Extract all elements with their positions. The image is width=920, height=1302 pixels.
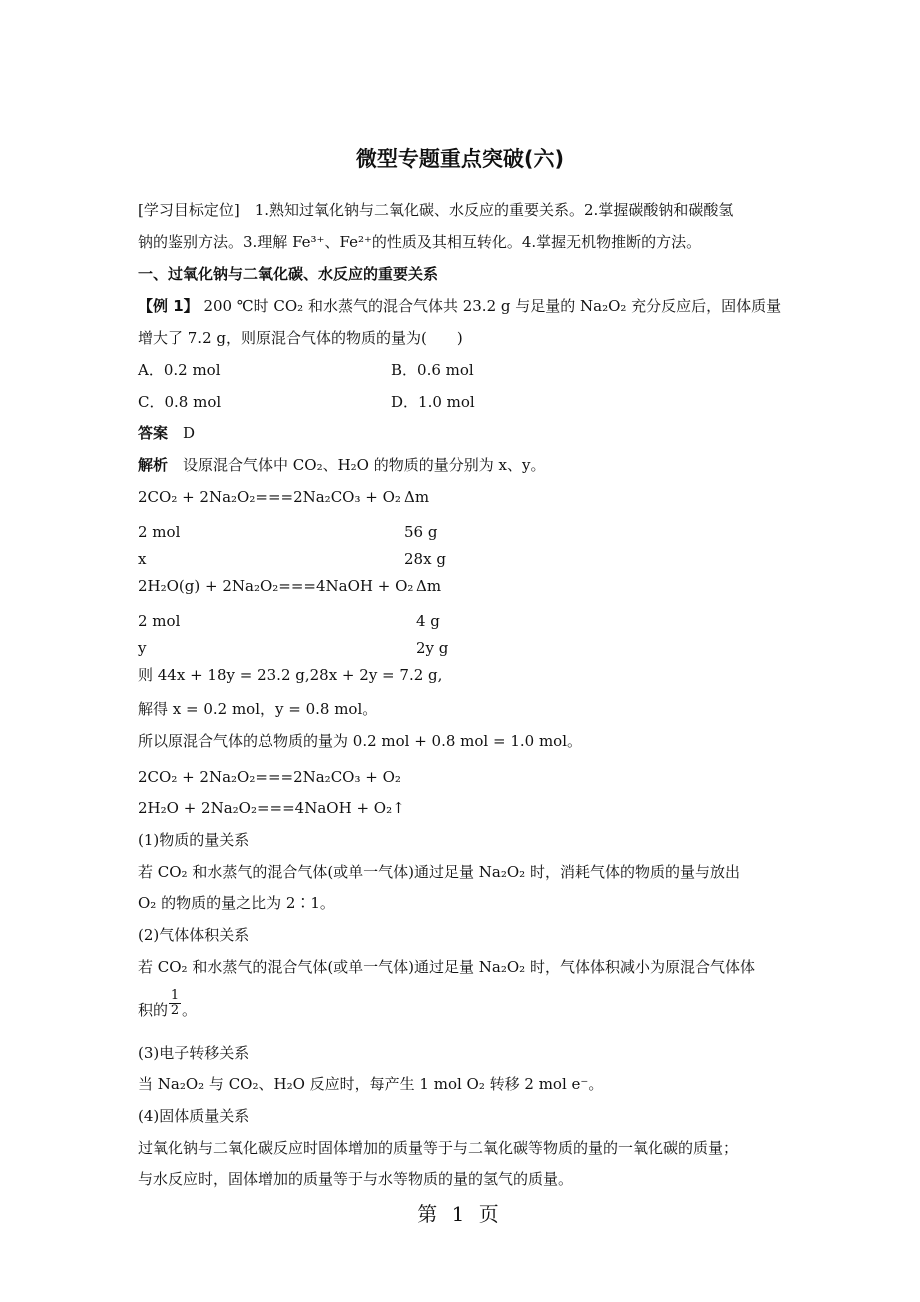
total-line: 所以原混合气体的总物质的量为 0.2 mol + 0.8 mol = 1.0 mol。 — [138, 732, 583, 750]
eq2-row2-left: y — [138, 639, 147, 657]
analysis-intro-text: 设原混合气体中 CO₂、H₂O 的物质的量分别为 x、y。 — [183, 456, 546, 474]
reaction-equation-1: 2CO₂ + 2Na₂O₂===2Na₂CO₃ + O₂ — [138, 488, 401, 506]
eq1-row2-right: 28x g — [404, 550, 446, 568]
relation-2-end: 。 — [182, 1001, 198, 1019]
fraction-denominator: 2 — [170, 1003, 180, 1018]
eq2-row1-right: 4 g — [416, 612, 440, 630]
reaction-equation-2: 2H₂O(g) + 2Na₂O₂===4NaOH + O₂ — [138, 577, 414, 595]
section-heading: 一、过氧化钠与二氧化碳、水反应的重要关系 — [138, 265, 439, 283]
page-title: 微型专题重点突破(六) — [355, 147, 565, 171]
relation-3-title: (3)电子转移关系 — [138, 1044, 250, 1062]
option-c: C．0.8 mol — [138, 393, 222, 411]
relation-2-title: (2)气体体积关系 — [138, 926, 250, 944]
page-number: 第 1 页 — [417, 1202, 503, 1226]
learning-goals-line-1: [学习目标定位] 1.熟知过氧化钠与二氧化碳、水反应的重要关系。2.掌握碳酸钠和碳酸氢 — [138, 201, 734, 219]
relation-2-line-2: 积的 — [138, 1001, 169, 1019]
answer-label: 答案 — [138, 424, 169, 442]
answer-value: D — [183, 424, 196, 442]
option-d: D．1.0 mol — [391, 393, 475, 411]
relation-2-line-1: 若 CO₂ 和水蒸气的混合气体(或单一气体)通过足量 Na₂O₂ 时，气体体积减小为原混合气体体 — [138, 958, 755, 976]
summary-equation-2: 2H₂O + 2Na₂O₂===4NaOH + O₂↑ — [138, 799, 405, 817]
delta-m-1: Δm — [404, 488, 430, 506]
analysis-intro — [138, 455, 545, 475]
example-question-line-1 — [138, 296, 781, 316]
relation-1-line-2: O₂ 的物质的量之比为 2∶1。 — [138, 894, 335, 912]
eq2-row1-left: 2 mol — [138, 612, 181, 630]
option-b: B．0.6 mol — [391, 361, 474, 379]
delta-m-2: Δm — [416, 577, 442, 595]
eq1-row2-left: x — [138, 550, 147, 568]
summary-equation-1: 2CO₂ + 2Na₂O₂===2Na₂CO₃ + O₂ — [138, 768, 401, 786]
one-half-fraction — [169, 989, 181, 1018]
equations-then: 则 44x + 18y = 23.2 g,28x + 2y = 7.2 g, — [138, 666, 443, 684]
analysis-label: 解析 — [138, 456, 169, 474]
relation-4-title: (4)固体质量关系 — [138, 1107, 250, 1125]
relation-3-line-1: 当 Na₂O₂ 与 CO₂、H₂O 反应时，每产生 1 mol O₂ 转移 2 mol e⁻。 — [138, 1075, 604, 1093]
eq1-row1-right: 56 g — [404, 523, 438, 541]
example-tag: 【例 1】 — [138, 297, 199, 315]
learning-goals-line-2: 钠的鉴别方法。3.理解 Fe³⁺、Fe²⁺的性质及其相互转化。4.掌握无机物推断的方法。 — [138, 233, 702, 251]
example-question-line-2: 增大了 7.2 g，则原混合气体的物质的量为( ) — [138, 329, 463, 347]
relation-1-line-1: 若 CO₂ 和水蒸气的混合气体(或单一气体)通过足量 Na₂O₂ 时，消耗气体的物质的量与放出 — [138, 863, 740, 881]
solution-line: 解得 x = 0.2 mol，y = 0.8 mol。 — [138, 700, 378, 718]
relation-4-line-2: 与水反应时，固体增加的质量等于与水等物质的量的氢气的质量。 — [138, 1170, 574, 1188]
eq2-row2-right: 2y g — [416, 639, 449, 657]
example-text: 200 ℃时 CO₂ 和水蒸气的混合气体共 23.2 g 与足量的 Na₂O₂ 充分反应后，固体质量 — [198, 297, 782, 315]
relation-4-line-1: 过氧化钠与二氧化碳反应时固体增加的质量等于与二氧化碳等物质的量的一氧化碳的质量； — [138, 1139, 739, 1157]
fraction-numerator: 1 — [170, 988, 180, 1003]
option-a: A．0.2 mol — [138, 361, 221, 379]
eq1-row1-left: 2 mol — [138, 523, 181, 541]
relation-1-title: (1)物质的量关系 — [138, 831, 250, 849]
answer-line — [138, 423, 195, 443]
